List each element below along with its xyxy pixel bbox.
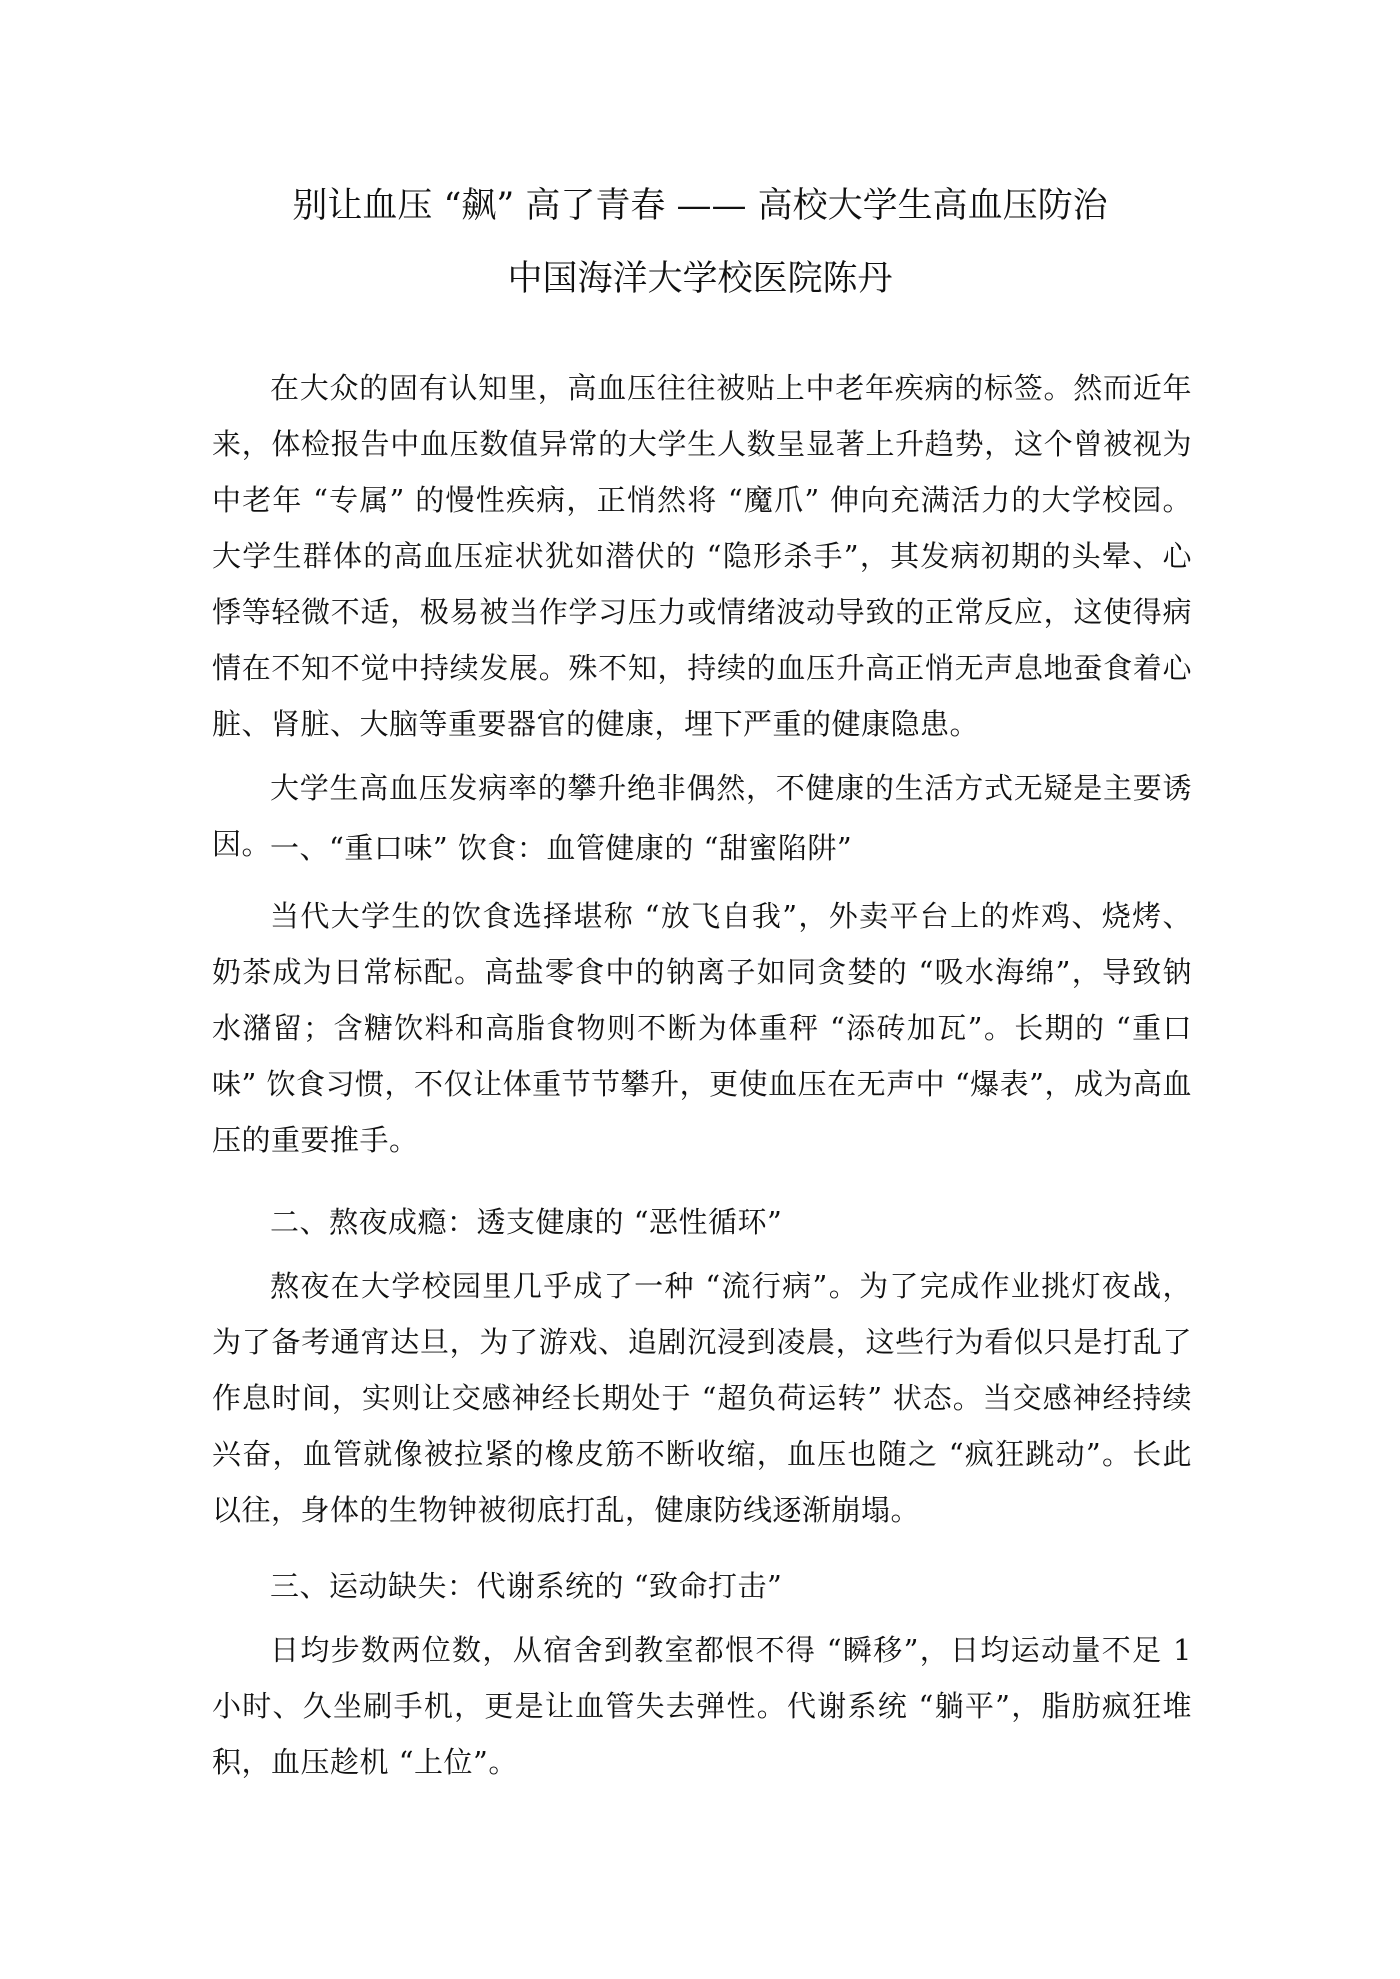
section-paragraph: 熬夜在大学校园里几乎成了一种 “流行病”。为了完成作业挑灯夜战，为了备考通宵达旦，为了游戏、追剧沉浸到凌晨，这些行为看似只是打乱了作息时间，实则让交感神经长期处于 “超负荷运转” 状态。当交感神经持续兴奋，血管就像被拉紧的橡皮筋不断收缩，血压也随之 “疯狂跳动”。长此以往，身体的生物钟被彻底打乱，健康防线逐渐崩塌。 (212, 1269, 1192, 1527)
intro-paragraph: 在大众的固有认知里，高血压往往被贴上中老年疾病的标签。然而近年来，体检报告中血压数值异常的大学生人数呈显著上升趋势，这个曾被视为中老年 “专属” 的慢性疾病，正悄然将 “魔爪” 伸向充满活力的大学校园。大学生群体的高血压症状犹如潜伏的 “隐形杀手”，其发病初期的头晕、心悸等轻微不适，极易被当作学习压力或情绪波动导致的正常反应，这使得病情在不知不觉中持续发展。殊不知，持续的血压升高正悄无声息地蚕食着心脏、肾脏、大脑等重要器官的健康，埋下严重的健康隐患。 (212, 371, 1192, 741)
section-1 (212, 820, 1192, 876)
section-paragraph: 当代大学生的饮食选择堪称 “放飞自我”，外卖平台上的炸鸡、烧烤、奶茶成为日常标配。高盐零食中的钠离子如同贪婪的 “吸水海绵”，导致钠水潴留；含糖饮料和高脂食物则不断为体重秤 “添砖加瓦”。长期的 “重口味” 饮食习惯，不仅让体重节节攀升，更使血压在无声中 “爆表”，成为高血压的重要推手。 (212, 899, 1192, 1157)
section-3-body-block (212, 1622, 1192, 1790)
cause-paragraph: 大学生高血压发病率的攀升绝非偶然，不健康的生活方式无疑是主要诱因。 (212, 771, 1192, 861)
author-line: 中国海洋大学校医院陈丹 (507, 259, 893, 299)
section-paragraph: 日均步数两位数，从宿舍到教室都恨不得 “瞬移”，日均运动量不足 1 小时、久坐刷手机，更是让血管失去弹性。代谢系统 “躺平”，脂肪疯狂堆积，血压趁机 “上位”。 (212, 1633, 1192, 1779)
section-3 (212, 1558, 1192, 1614)
section-heading: 三、运动缺失：代谢系统的 “致命打击” (270, 1569, 783, 1603)
section-heading: 二、熬夜成瘾：透支健康的 “恶性循环” (270, 1205, 783, 1239)
section-heading: 一、“重口味” 饮食：血管健康的 “甜蜜陷阱” (270, 831, 853, 865)
section-1-body-block (212, 888, 1192, 1168)
intro-block (212, 360, 1192, 752)
section-2 (212, 1194, 1192, 1250)
document-title: 别让血压 “飙” 高了青春 —— 高校大学生高血压防治 (292, 186, 1108, 226)
section-2-body-block (212, 1258, 1192, 1538)
